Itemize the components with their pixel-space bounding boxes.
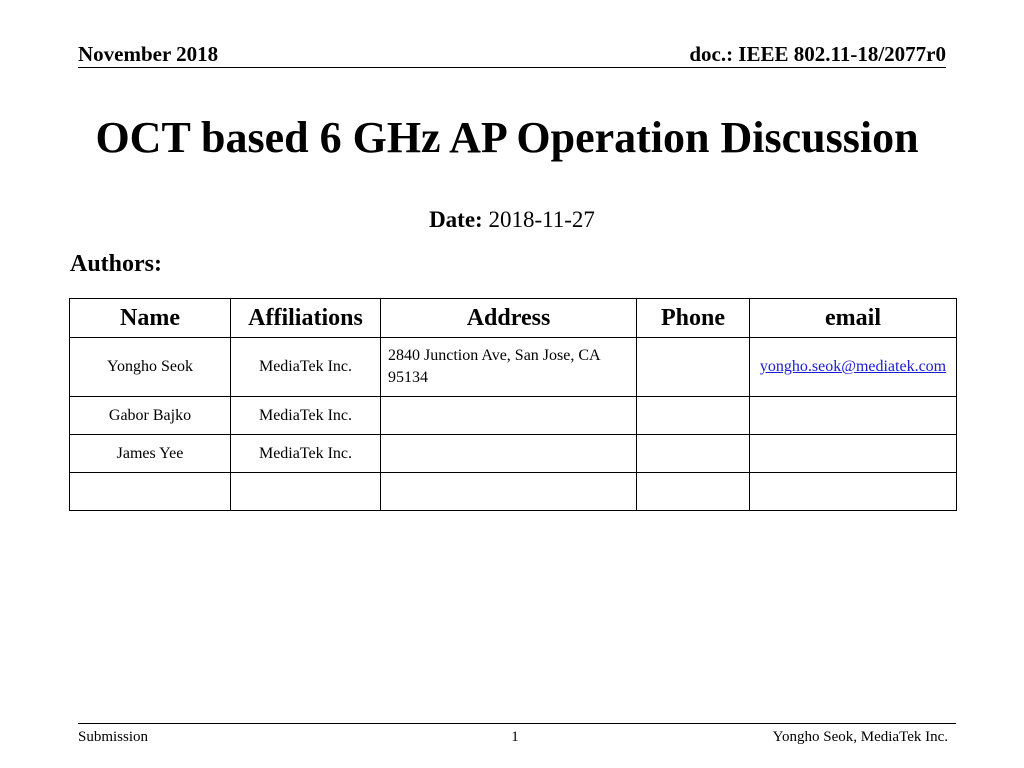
date-line	[0, 205, 1024, 235]
column-header-phone: Phone	[637, 299, 750, 338]
author-email-link[interactable]: yongho.seok@mediatek.com	[759, 358, 947, 375]
table-row	[70, 338, 957, 397]
author-address	[381, 473, 637, 511]
footer-divider	[78, 723, 956, 724]
author-email-cell	[750, 397, 957, 435]
authors-heading: Authors:	[70, 251, 163, 277]
header-date: November 2018	[78, 42, 219, 66]
author-address: 2840 Junction Ave, San Jose, CA 95134	[381, 338, 637, 397]
table-header-row	[70, 299, 957, 338]
author-address	[381, 397, 637, 435]
author-affiliation: MediaTek Inc.	[231, 338, 381, 397]
author-affiliation	[231, 473, 381, 511]
footer-page-number: 1	[511, 729, 519, 745]
author-email-cell	[750, 338, 957, 397]
column-header-email: email	[750, 299, 957, 338]
author-phone	[637, 473, 750, 511]
author-phone	[637, 435, 750, 473]
footer-author: Yongho Seok, MediaTek Inc.	[772, 729, 948, 745]
author-affiliation: MediaTek Inc.	[231, 435, 381, 473]
author-address	[381, 435, 637, 473]
author-name: Yongho Seok	[70, 338, 231, 397]
author-name: James Yee	[70, 435, 231, 473]
author-email-cell	[750, 473, 957, 511]
header-doc-id: doc.: IEEE 802.11-18/2077r0	[689, 42, 946, 66]
footer-submission: Submission	[78, 729, 149, 745]
date-label: Date:	[429, 207, 483, 232]
column-header-address: Address	[381, 299, 637, 338]
authors-table	[69, 298, 957, 511]
column-header-affiliations: Affiliations	[231, 299, 381, 338]
table-row	[70, 473, 957, 511]
author-phone	[637, 397, 750, 435]
author-name: Gabor Bajko	[70, 397, 231, 435]
date-value: 2018-11-27	[488, 207, 595, 232]
table-row	[70, 435, 957, 473]
author-email-cell	[750, 435, 957, 473]
header-divider	[78, 67, 946, 68]
column-header-name: Name	[70, 299, 231, 338]
author-name	[70, 473, 231, 511]
author-affiliation: MediaTek Inc.	[231, 397, 381, 435]
slide-title: OCT based 6 GHz AP Operation Discussion	[95, 113, 919, 162]
table-row	[70, 397, 957, 435]
author-phone	[637, 338, 750, 397]
